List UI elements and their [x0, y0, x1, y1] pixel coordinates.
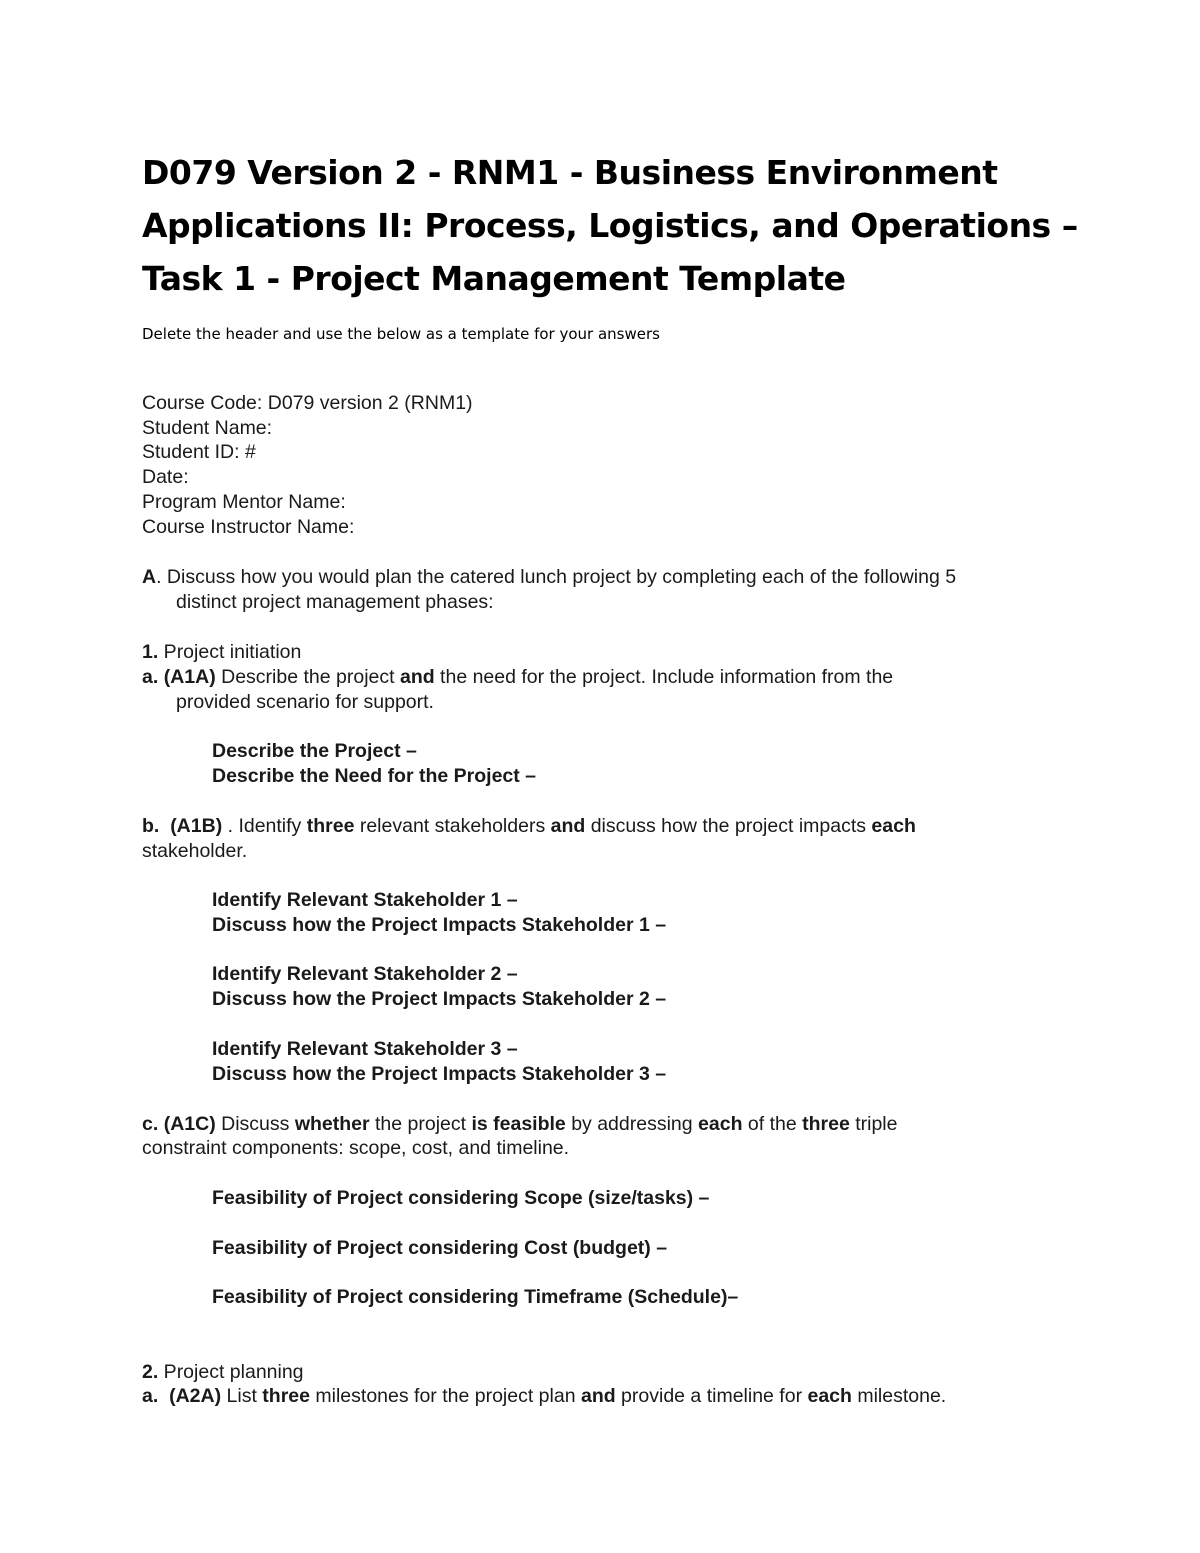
template-note: Delete the header and use the below as a template for your answers [142, 325, 660, 343]
title-line-1: D079 Version 2 - RNM1 - Business Environment [142, 153, 998, 192]
a1c-prompt-scope: Feasibility of Project considering Scope (size/tasks) – [212, 1187, 710, 1209]
title-line-3: Task 1 - Project Management Template [142, 259, 846, 298]
a1b-prompt-stakeholder-2: Identify Relevant Stakeholder 2 – [212, 963, 518, 985]
a2a-question: a. (A2A) List three milestones for the project plan and provide a timeline for each milestone. [142, 1385, 947, 1407]
a1a-prompt-need: Describe the Need for the Project – [212, 765, 537, 787]
a1c-question-cont: constraint components: scope, cost, and timeline. [142, 1137, 570, 1159]
document-title [142, 146, 1102, 305]
a1b-question: b. (A1B) . Identify three relevant stakeholders and discuss how the project impacts each [142, 815, 916, 837]
a1b-prompt-stakeholder-1: Identify Relevant Stakeholder 1 – [212, 889, 518, 911]
a1b-prompt-impact-3: Discuss how the Project Impacts Stakeholder 3 – [212, 1063, 667, 1085]
student-name-line: Student Name: [142, 417, 273, 439]
a1a-question-cont: provided scenario for support. [176, 691, 434, 713]
student-id-line: Student ID: # [142, 441, 256, 463]
section-a-intro-cont: distinct project management phases: [176, 591, 494, 613]
a1b-prompt-impact-1: Discuss how the Project Impacts Stakeholder 1 – [212, 914, 667, 936]
phase-1-heading: 1. Project initiation [142, 641, 302, 663]
a1a-question: a. (A1A) Describe the project and the need for the project. Include information from the [142, 666, 894, 688]
a1c-prompt-cost: Feasibility of Project considering Cost (budget) – [212, 1237, 668, 1259]
phase-2-heading: 2. Project planning [142, 1361, 304, 1383]
a1b-prompt-impact-2: Discuss how the Project Impacts Stakeholder 2 – [212, 988, 667, 1010]
course-code-line: Course Code: D079 version 2 (RNM1) [142, 392, 473, 414]
a1b-question-cont: stakeholder. [142, 840, 248, 862]
a1b-prompt-stakeholder-3: Identify Relevant Stakeholder 3 – [212, 1038, 518, 1060]
section-a-marker: A [142, 566, 157, 588]
section-a-intro: A. Discuss how you would plan the catered lunch project by completing each of the following 5 [142, 566, 957, 588]
a1c-prompt-timeframe: Feasibility of Project considering Timeframe (Schedule)– [212, 1286, 739, 1308]
program-mentor-line: Program Mentor Name: [142, 491, 346, 513]
date-line: Date: [142, 466, 189, 488]
a1a-prompt-project: Describe the Project – [212, 740, 417, 762]
title-line-2: Applications II: Process, Logistics, and Operations – [142, 206, 1078, 245]
course-instructor-line: Course Instructor Name: [142, 516, 355, 538]
a1c-question: c. (A1C) Discuss whether the project is feasible by addressing each of the three triple [142, 1113, 898, 1135]
